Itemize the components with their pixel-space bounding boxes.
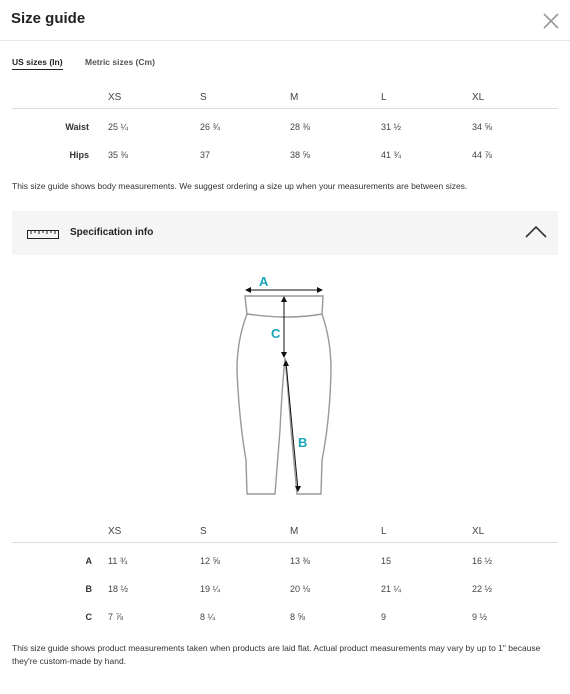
measurement-c xyxy=(281,296,287,358)
row-label: Waist xyxy=(65,122,89,132)
column-header: S xyxy=(200,92,207,103)
table-row xyxy=(12,118,558,138)
tab-us-sizes[interactable]: US sizes (In) xyxy=(12,57,63,70)
page-title: Size guide xyxy=(11,10,86,27)
table-cell: 44 ⅞ xyxy=(472,150,493,160)
table-cell: 7 ⅞ xyxy=(108,612,124,622)
ruler-icon xyxy=(27,230,59,239)
table-cell: 15 xyxy=(381,556,392,566)
tab-metric-sizes[interactable]: Metric sizes (Cm) xyxy=(85,57,155,67)
table-cell: 22 ½ xyxy=(472,584,493,594)
measurement-a xyxy=(245,287,323,293)
table-cell: 31 ½ xyxy=(381,122,402,132)
table-cell: 18 ½ xyxy=(108,584,129,594)
table-cell: 9 ½ xyxy=(472,612,488,622)
table-cell: 41 ¾ xyxy=(381,150,402,160)
column-header: S xyxy=(200,526,207,537)
diagram-label-c: C xyxy=(271,326,281,341)
table-cell: 35 ⅜ xyxy=(108,150,129,160)
diagram-label-a: A xyxy=(259,274,269,289)
table-cell: 19 ¼ xyxy=(200,584,221,594)
table-cell: 16 ½ xyxy=(472,556,493,566)
table-cell: 21 ¼ xyxy=(381,584,402,594)
column-header: M xyxy=(290,526,299,537)
column-header: XS xyxy=(108,526,122,537)
table-row xyxy=(12,608,558,628)
measurement-b xyxy=(283,360,301,492)
table-header xyxy=(12,522,558,543)
row-label: A xyxy=(85,556,92,566)
column-header: M xyxy=(290,92,299,103)
table-cell: 11 ¾ xyxy=(108,556,128,566)
table-cell: 8 ¼ xyxy=(200,612,216,622)
table-row xyxy=(12,146,558,166)
table-cell: 12 ⅝ xyxy=(200,556,221,566)
close-icon[interactable] xyxy=(540,10,562,32)
column-header: L xyxy=(381,526,387,537)
specification-label: Specification info xyxy=(70,227,154,238)
row-label: B xyxy=(85,584,92,594)
table-cell: 38 ⅝ xyxy=(290,150,311,160)
body-measurement-note: This size guide shows body measurements. We suggest ordering a size up when your measurements are between sizes. xyxy=(12,181,468,191)
chevron-up-icon[interactable] xyxy=(525,225,547,239)
row-label: C xyxy=(85,612,92,622)
table-cell: 20 ⅛ xyxy=(290,584,311,594)
diagram-label-b: B xyxy=(298,435,308,450)
modal-header xyxy=(0,0,570,41)
product-diagram xyxy=(225,270,350,505)
table-cell: 13 ⅜ xyxy=(290,556,311,566)
table-row xyxy=(12,552,558,572)
specification-toggle[interactable] xyxy=(12,211,558,255)
table-cell: 8 ⅝ xyxy=(290,612,306,622)
table-cell: 37 xyxy=(200,150,211,160)
table-header xyxy=(12,88,558,109)
row-label: Hips xyxy=(69,150,89,160)
column-header: XL xyxy=(472,92,485,103)
table-row xyxy=(12,580,558,600)
table-cell: 9 xyxy=(381,612,387,622)
table-cell: 26 ¾ xyxy=(200,122,221,132)
column-header: XL xyxy=(472,526,485,537)
product-measurement-note: This size guide shows product measurements taken when products are laid flat. Actual product measurements may vary by up to 1" because they're custom-made by hand. xyxy=(12,643,541,666)
column-header: L xyxy=(381,92,387,103)
table-cell: 34 ⅝ xyxy=(472,122,493,132)
table-cell: 25 ¼ xyxy=(108,122,129,132)
column-header: XS xyxy=(108,92,122,103)
table-cell: 28 ⅜ xyxy=(290,122,311,132)
